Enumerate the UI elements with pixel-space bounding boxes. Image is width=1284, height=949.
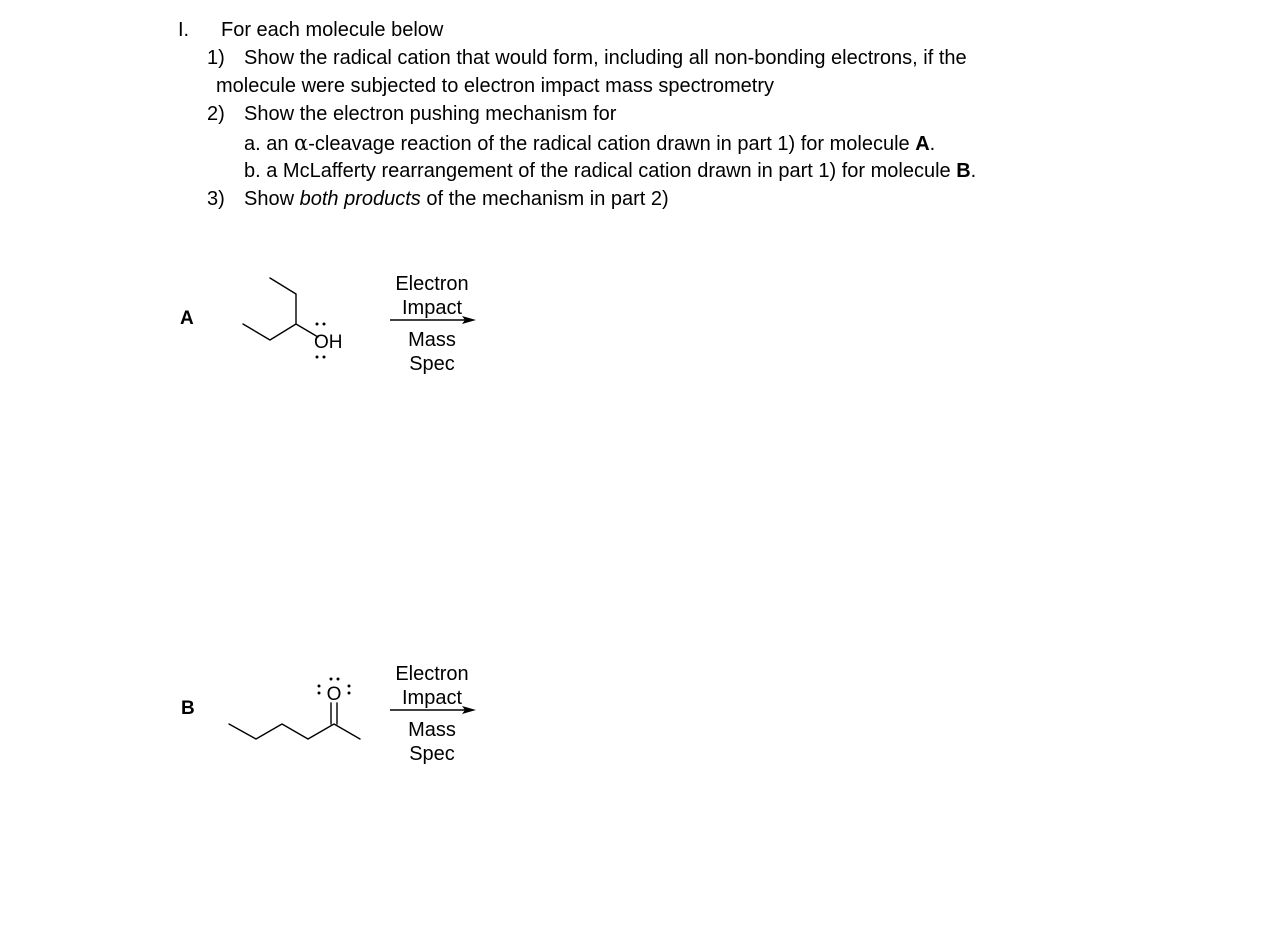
item-2a-text: -cleavage reaction of the radical cation drawn in part 1) for molecule (308, 133, 916, 155)
item-2-number: 2) (207, 103, 225, 125)
molecule-b-label: B (181, 698, 195, 719)
arrow-b-label-spec: Spec (409, 743, 455, 765)
arrow-b-label-mass: Mass (408, 719, 456, 741)
arrow-b-label-impact: Impact (401, 687, 463, 709)
item-2b-text: b. a McLafferty rearrangement of the radical cation drawn in part 1) for molecule (244, 160, 957, 182)
arrow-a-label-mass: Mass (408, 329, 456, 351)
item-2a-end: . (929, 133, 936, 155)
item-1-text: Show the radical cation that would form, including all non-bonding electrons, if the (244, 47, 967, 69)
arrow-a (390, 316, 476, 324)
arrow-a-label-impact: Impact (401, 297, 463, 319)
item-3-number: 3) (207, 188, 225, 210)
arrow-b-label-electron: Electron (395, 663, 469, 685)
item-3-text-end: of the mechanism in part 2) (420, 188, 669, 210)
item-2b-molecule-ref: B (956, 160, 971, 182)
arrow-b (390, 706, 476, 714)
alpha-symbol: α (294, 131, 309, 155)
molecule-b-oxygen: O (326, 684, 342, 705)
item-3-text-italic: both products (299, 188, 421, 210)
molecule-a-carbon-chain (243, 278, 296, 340)
molecule-a-label: A (180, 308, 194, 329)
item-1-number: 1) (207, 47, 225, 69)
item-2b-end: . (970, 160, 977, 182)
item-2a-molecule-ref: A (915, 133, 930, 155)
item-1-line-2: molecule were subjected to electron impact mass spectrometry (216, 75, 775, 97)
arrow-a-label-spec: Spec (409, 353, 455, 375)
molecule-a-structure (243, 278, 318, 340)
item-3-text-start: Show (244, 188, 300, 210)
molecule-a-hydroxyl: OH (314, 332, 343, 353)
item-2-text: Show the electron pushing mechanism for (244, 103, 617, 125)
question-numeral: I. (178, 19, 190, 41)
item-2a-prefix: a. an (244, 133, 295, 155)
molecule-b-carbon-chain (229, 724, 360, 739)
question-heading: For each molecule below (221, 19, 444, 41)
arrow-a-label-electron: Electron (395, 273, 469, 295)
molecule-b-structure (229, 703, 360, 739)
